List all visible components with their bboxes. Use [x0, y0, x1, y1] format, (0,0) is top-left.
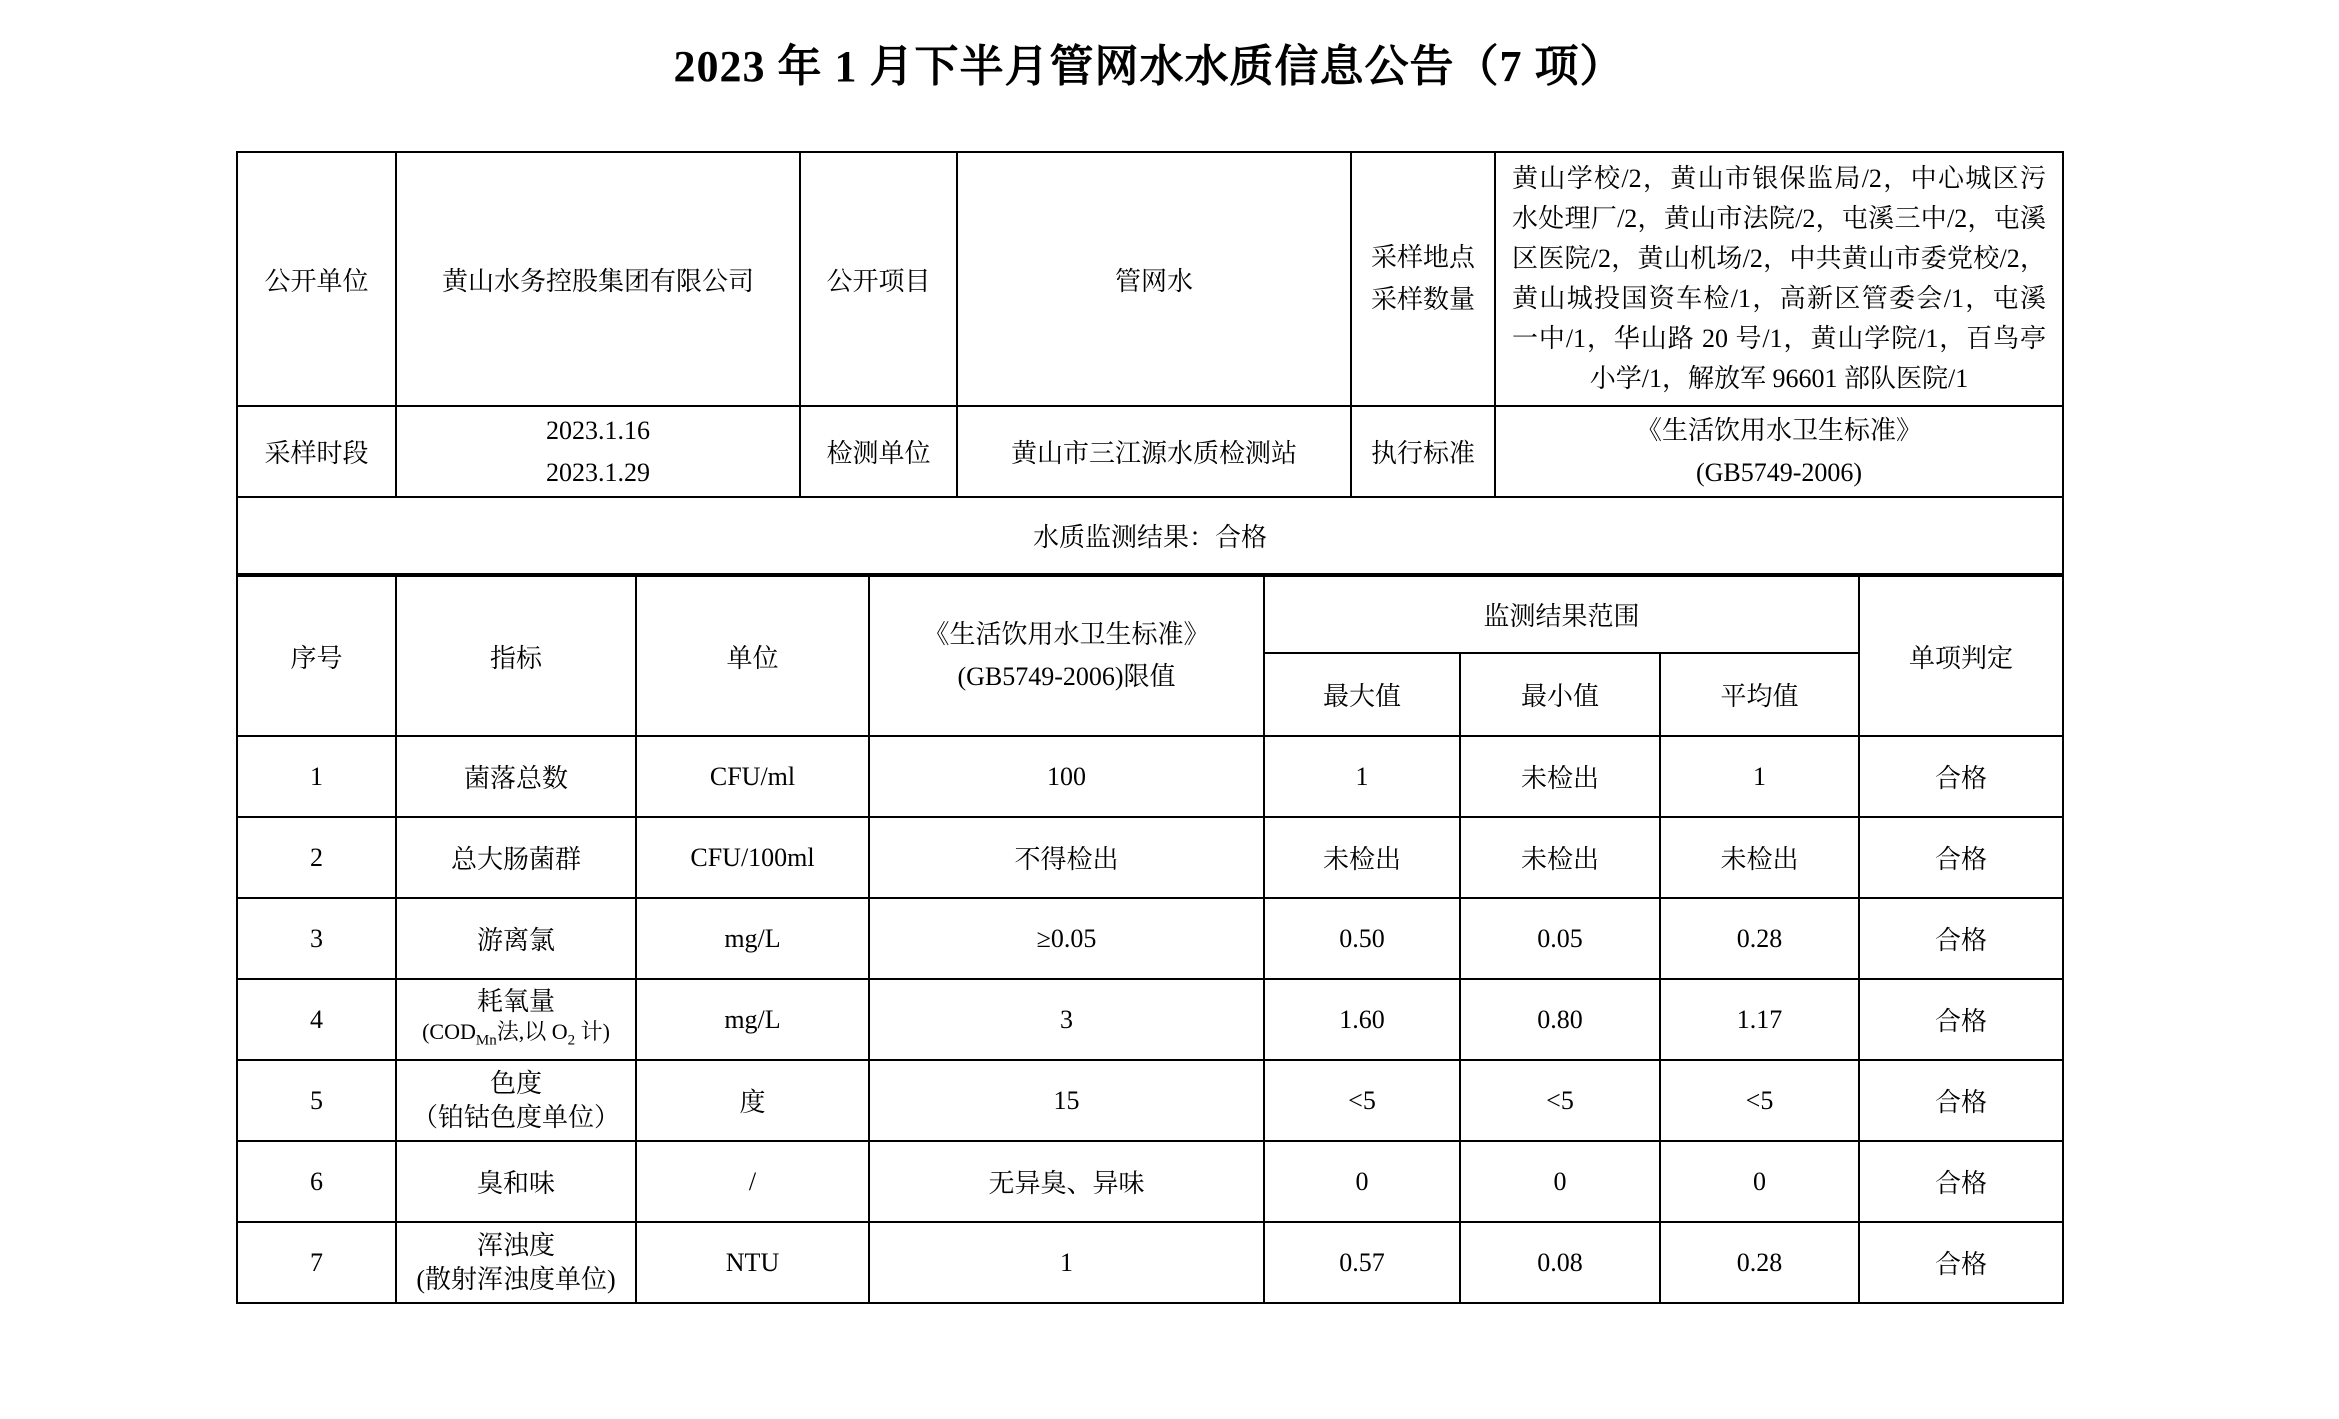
indicator-note: (散射浑浊度单位)	[416, 1264, 616, 1294]
indicator-note: （铂钴色度单位）	[411, 1102, 620, 1132]
standard-value	[1495, 406, 2063, 497]
row-indicator: 游离氯	[396, 898, 636, 979]
sampling-location-label-line1: 采样地点	[1370, 243, 1475, 272]
row-no: 4	[237, 979, 396, 1060]
sampling-period-date2: 2023.1.29	[546, 457, 650, 487]
row-judgement: 合格	[1859, 817, 2063, 898]
row-unit: CFU/100ml	[636, 817, 869, 898]
row-no: 3	[237, 898, 396, 979]
indicator-note-part: (COD	[422, 1019, 476, 1045]
row-no: 7	[237, 1222, 396, 1303]
row-judgement: 合格	[1859, 1060, 2063, 1141]
row-judgement: 合格	[1859, 979, 2063, 1060]
row-min: 0.80	[1460, 979, 1660, 1060]
row-judgement: 合格	[1859, 736, 2063, 817]
data-table	[236, 575, 2064, 1304]
row-min: 0.05	[1460, 898, 1660, 979]
info-table	[236, 151, 2064, 575]
info-row-1	[237, 152, 2063, 406]
row-unit: CFU/ml	[636, 736, 869, 817]
row-no: 1	[237, 736, 396, 817]
row-avg: 1	[1660, 736, 1859, 817]
row-judgement: 合格	[1859, 898, 2063, 979]
row-unit: mg/L	[636, 898, 869, 979]
col-header-max: 最大值	[1264, 653, 1460, 736]
row-avg: <5	[1660, 1060, 1859, 1141]
row-avg: 0.28	[1660, 1222, 1859, 1303]
col-header-no: 序号	[237, 576, 396, 736]
row-limit: 100	[869, 736, 1264, 817]
row-unit: 度	[636, 1060, 869, 1141]
sampling-period-date1: 2023.1.16	[546, 415, 650, 445]
col-header-limit	[869, 576, 1264, 736]
indicator-name: 耗氧量	[476, 987, 555, 1017]
public-unit-label: 公开单位	[237, 152, 396, 406]
page-title: 2023 年 1 月下半月管网水水质信息公告（7 项）	[673, 42, 1625, 91]
row-limit: 3	[869, 979, 1264, 1060]
row-min: 未检出	[1460, 736, 1660, 817]
sampling-quantity-label-line2: 采样数量	[1370, 285, 1475, 314]
row-indicator	[396, 979, 636, 1060]
table-row	[237, 1060, 2063, 1141]
sampling-location-label	[1351, 152, 1495, 406]
row-min: 0.08	[1460, 1222, 1660, 1303]
public-project-label: 公开项目	[800, 152, 957, 406]
col-header-avg: 平均值	[1660, 653, 1859, 736]
row-min: 未检出	[1460, 817, 1660, 898]
public-unit-value: 黄山水务控股集团有限公司	[396, 152, 800, 406]
indicator-name: 浑浊度	[476, 1230, 555, 1260]
row-max: 未检出	[1264, 817, 1460, 898]
col-header-limit-line2: (GB5749-2006)限值	[957, 662, 1176, 691]
standard-value-line2: (GB5749-2006)	[1695, 457, 1863, 487]
row-max: 1	[1264, 736, 1460, 817]
row-min: 0	[1460, 1141, 1660, 1222]
standard-value-line1: 《生活饮用水卫生标准》	[1635, 415, 1922, 445]
row-limit: 无异臭、异味	[869, 1141, 1264, 1222]
indicator-name: 色度	[489, 1068, 542, 1098]
announcement-table	[236, 151, 2062, 1304]
table-row	[237, 979, 2063, 1060]
sampling-period-value	[396, 406, 800, 497]
row-max: 0.50	[1264, 898, 1460, 979]
row-unit: NTU	[636, 1222, 869, 1303]
row-max: 1.60	[1264, 979, 1460, 1060]
row-limit: 15	[869, 1060, 1264, 1141]
row-avg: 未检出	[1660, 817, 1859, 898]
info-row-2	[237, 406, 2063, 497]
indicator-note-subscript: Mn	[475, 1032, 497, 1049]
row-max: 0	[1264, 1141, 1460, 1222]
row-indicator	[396, 1060, 636, 1141]
header-row-1	[237, 576, 2063, 653]
table-row	[237, 1141, 2063, 1222]
row-limit: 不得检出	[869, 817, 1264, 898]
row-unit: mg/L	[636, 979, 869, 1060]
indicator-note	[403, 1019, 629, 1053]
result-banner-row	[237, 497, 2063, 574]
row-no: 6	[237, 1141, 396, 1222]
row-no: 2	[237, 817, 396, 898]
col-header-min: 最小值	[1460, 653, 1660, 736]
row-judgement: 合格	[1859, 1141, 2063, 1222]
sampling-location-value: 黄山学校/2，黄山市银保监局/2，中心城区污水处理厂/2，黄山市法院/2，屯溪三中/2，屯溪区医院/2，黄山机场/2，中共黄山市委党校/2，黄山城投国资车检/1，高新区管委会/1，屯溪一中/1，华山路 20 号/1，黄山学院/1，百鸟亭小学/1，解放军 96601 部队医院/1	[1495, 152, 2063, 406]
col-header-limit-line1: 《生活饮用水卫生标准》	[923, 620, 1210, 649]
row-indicator: 臭和味	[396, 1141, 636, 1222]
row-limit: 1	[869, 1222, 1264, 1303]
table-row	[237, 817, 2063, 898]
row-max: 0.57	[1264, 1222, 1460, 1303]
row-min: <5	[1460, 1060, 1660, 1141]
row-limit: ≥0.05	[869, 898, 1264, 979]
result-banner: 水质监测结果：合格	[237, 497, 2063, 574]
indicator-note-part: 计)	[575, 1019, 610, 1045]
col-header-range-group: 监测结果范围	[1264, 576, 1859, 653]
table-row	[237, 736, 2063, 817]
row-unit: /	[636, 1141, 869, 1222]
row-max: <5	[1264, 1060, 1460, 1141]
col-header-unit: 单位	[636, 576, 869, 736]
table-row	[237, 898, 2063, 979]
row-avg: 1.17	[1660, 979, 1859, 1060]
row-avg: 0	[1660, 1141, 1859, 1222]
col-header-indicator: 指标	[396, 576, 636, 736]
row-indicator: 总大肠菌群	[396, 817, 636, 898]
indicator-note-part: 法,以 O	[496, 1019, 568, 1045]
row-no: 5	[237, 1060, 396, 1141]
indicator-note-subscript: 2	[567, 1032, 576, 1049]
row-avg: 0.28	[1660, 898, 1859, 979]
testing-unit-label: 检测单位	[800, 406, 957, 497]
row-judgement: 合格	[1859, 1222, 2063, 1303]
public-project-value: 管网水	[957, 152, 1351, 406]
sampling-period-label: 采样时段	[237, 406, 396, 497]
testing-unit-value: 黄山市三江源水质检测站	[957, 406, 1351, 497]
row-indicator: 菌落总数	[396, 736, 636, 817]
table-row	[237, 1222, 2063, 1303]
standard-label: 执行标准	[1351, 406, 1495, 497]
row-indicator	[396, 1222, 636, 1303]
col-header-judgement: 单项判定	[1859, 576, 2063, 736]
